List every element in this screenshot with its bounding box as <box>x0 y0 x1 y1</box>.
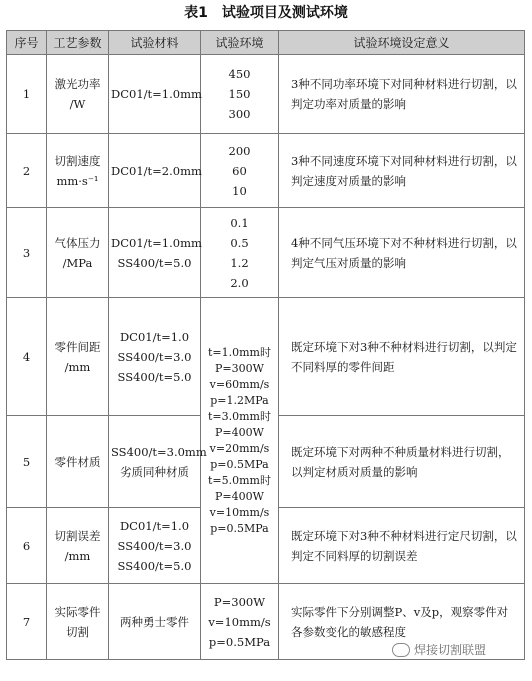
test-items-table <box>6 30 525 660</box>
row-meaning: 既定环境下对3种不种材料进行切割，以判定不同料厚的零件间距 <box>279 298 525 416</box>
watermark-text: 焊接切割联盟 <box>414 643 487 657</box>
header-material: 试验材料 <box>109 31 201 55</box>
row-no: 4 <box>7 298 47 416</box>
row-no: 7 <box>7 584 47 660</box>
row-no: 6 <box>7 508 47 584</box>
row-param: 激光功率 /W <box>47 55 109 134</box>
row-material: DC01/t=2.0mm <box>109 134 201 208</box>
row-env: 200 60 10 <box>201 134 279 208</box>
row-param: 气体压力 /MPa <box>47 208 109 298</box>
row-env: 0.1 0.5 1.2 2.0 <box>201 208 279 298</box>
row-env: P=300W v=10mm/s p=0.5MPa <box>201 584 279 660</box>
row-material: SS400/t=3.0mm 劣质同种材质 <box>109 416 201 508</box>
row-env: 450 150 300 <box>201 55 279 134</box>
row-no: 1 <box>7 55 47 134</box>
row-meaning: 既定环境下对3种不种材料进行定尺切割，以判定不同料厚的切割误差 <box>279 508 525 584</box>
header-no: 序号 <box>7 31 47 55</box>
table-row <box>7 298 525 416</box>
row-material: 两种勇士零件 <box>109 584 201 660</box>
table-row <box>7 208 525 298</box>
watermark <box>392 641 486 658</box>
row-meaning: 4种不同气压环境下对不种材料进行切割，以判定气压对质量的影响 <box>279 208 525 298</box>
wechat-icon <box>392 643 410 657</box>
table-row <box>7 55 525 134</box>
row-meaning: 既定环境下对两种不种质量材料进行切割，以判定材质对质量的影响 <box>279 416 525 508</box>
row-meaning: 3种不同速度环境下对同种材料进行切割，以判定速度对质量的影响 <box>279 134 525 208</box>
header-param: 工艺参数 <box>47 31 109 55</box>
row-no: 5 <box>7 416 47 508</box>
row-param: 零件材质 <box>47 416 109 508</box>
table-title: 表1 试验项目及测试环境 <box>184 5 348 21</box>
row-param: 零件间距 /mm <box>47 298 109 416</box>
header-meaning: 试验环境设定意义 <box>279 31 525 55</box>
row-meaning: 实际零件下分别调整P、v及p，观察零件对各参数变化的敏感程度 <box>279 584 525 660</box>
header-env: 试验环境 <box>201 31 279 55</box>
row-param: 切割误差 /mm <box>47 508 109 584</box>
row-no: 3 <box>7 208 47 298</box>
row-material: DC01/t=1.0mm SS400/t=5.0 <box>109 208 201 298</box>
row-material: DC01/t=1.0 SS400/t=3.0 SS400/t=5.0 <box>109 508 201 584</box>
shared-env-cell: t=1.0mm时 P=300W v=60mm/s p=1.2MPa t=3.0mm时 P=400W v=20mm/s p=0.5MPa t=5.0mm时 P=400W v=10mm/s p=0.5MPa <box>201 298 279 584</box>
row-material: DC01/t=1.0 SS400/t=3.0 SS400/t=5.0 <box>109 298 201 416</box>
table-row <box>7 134 525 208</box>
header-row <box>7 31 525 55</box>
row-param: 切割速度 mm·s⁻¹ <box>47 134 109 208</box>
row-param: 实际零件 切割 <box>47 584 109 660</box>
row-no: 2 <box>7 134 47 208</box>
row-material: DC01/t=1.0mm <box>109 55 201 134</box>
row-meaning: 3种不同功率环境下对同种材料进行切割，以判定功率对质量的影响 <box>279 55 525 134</box>
